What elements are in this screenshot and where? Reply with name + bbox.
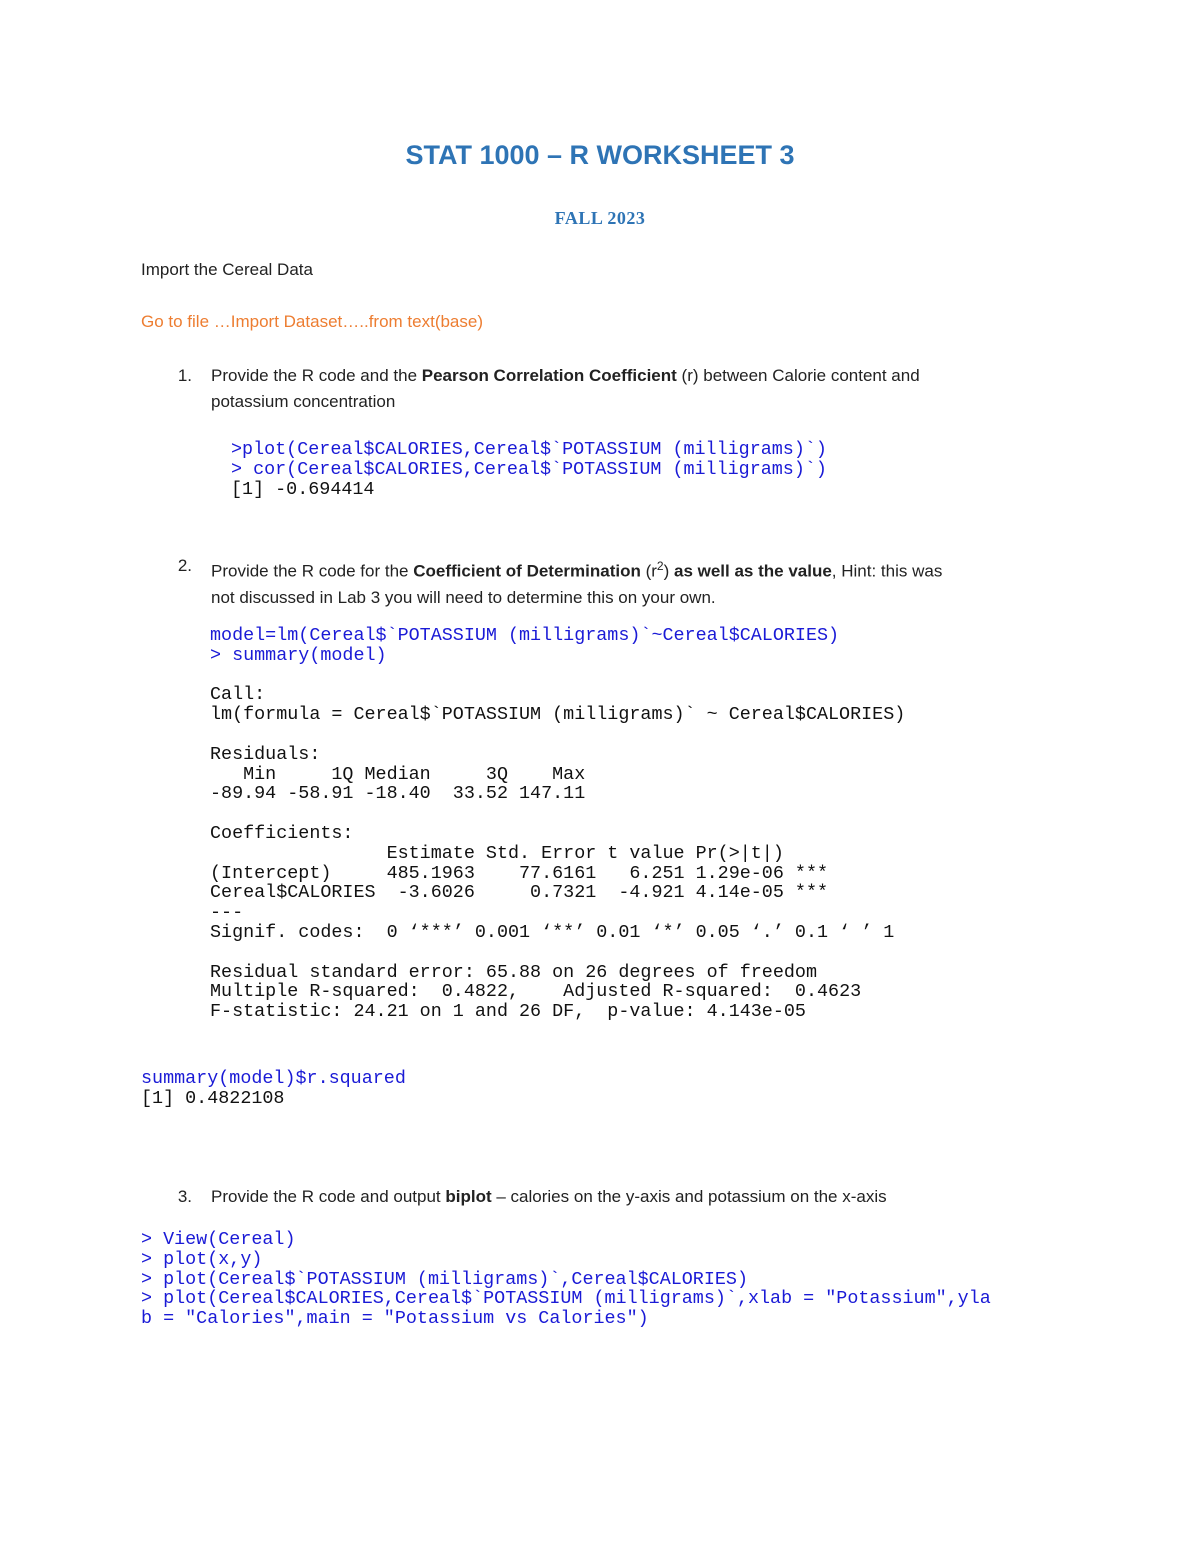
intro-text: Import the Cereal Data <box>141 260 313 279</box>
question-keyword: as well as the value <box>673 561 832 581</box>
question-text: – calories on the y-axis and potassium on the x-axis <box>491 1187 887 1206</box>
page-subtitle: FALL 2023 <box>554 208 646 228</box>
question-keyword: Coefficient of Determination <box>413 561 641 581</box>
q3-code-block <box>141 1230 991 1329</box>
r-output-line: [1] -0.694414 <box>231 478 375 500</box>
r-output-line: Estimate Std. Error t value Pr(>|t|) <box>210 842 829 864</box>
r-output-line: Cereal$CALORIES -3.6026 0.7321 -4.921 4.14e-05 *** <box>210 882 829 904</box>
question-text: not discussed in Lab 3 you will need to determine this on your own. <box>211 587 716 607</box>
question-2 <box>0 553 1200 613</box>
r-output-line: lm(formula = Cereal$`POTASSIUM (milligrams)` ~ Cereal$CALORIES) <box>210 704 906 726</box>
r-code-line: > plot(Cereal$CALORIES,Cereal$`POTASSIUM (milligrams)`,xlab = "Potassium",yla <box>141 1288 991 1310</box>
r-output-line: Residual standard error: 65.88 on 26 degrees of freedom <box>210 961 817 983</box>
r-code-line: > cor(Cereal$CALORIES,Cereal$`POTASSIUM (milligrams)`) <box>231 458 827 480</box>
question-3 <box>0 1184 1200 1214</box>
question-text: (r <box>640 561 657 581</box>
r-code-line: > plot(Cereal$`POTASSIUM (milligrams)`,Cereal$CALORIES) <box>141 1268 748 1290</box>
question-text: (r) between Calorie content and <box>676 366 920 385</box>
r-output-line: [1] 0.4822108 <box>141 1087 285 1109</box>
r-output-line: F-statistic: 24.21 on 1 and 26 DF, p-value: 4.143e-05 <box>210 1001 806 1023</box>
r-code-line: summary(model)$r.squared <box>141 1068 406 1089</box>
r-output-line: (Intercept) 485.1963 77.6161 6.251 1.29e-06 *** <box>210 862 829 884</box>
r-code-line: b = "Calories",main = "Potassium vs Calories") <box>141 1308 649 1330</box>
q2-code-block <box>210 626 905 1022</box>
import-instruction: Go to file …Import Dataset…..from text(base) <box>141 312 484 331</box>
question-number: 2. <box>177 556 192 575</box>
r-output-line <box>210 666 905 686</box>
r-output-line: Residuals: <box>210 743 321 765</box>
r-output-line: Min 1Q Median 3Q Max <box>210 763 597 785</box>
r-output-line: Signif. codes: 0 ‘***’ 0.001 ‘**’ 0.01 ‘*’ 0.05 ‘.’ 0.1 ‘ ’ 1 <box>210 921 895 943</box>
r-output-line: Call: <box>210 684 266 706</box>
question-text: , Hint: this was <box>831 561 943 581</box>
r-code-line: > summary(model) <box>210 644 387 666</box>
q2-rsquared-block <box>141 1069 406 1109</box>
r-code-line: > View(Cereal) <box>141 1229 296 1250</box>
superscript: 2 <box>656 559 664 573</box>
question-keyword: biplot <box>445 1187 492 1206</box>
r-code-line: model=lm(Cereal$`POTASSIUM (milligrams)`~Cereal$CALORIES) <box>210 625 840 646</box>
question-text: Provide the R code for the <box>211 561 414 581</box>
q1-code-block <box>231 440 827 499</box>
question-text: potassium concentration <box>211 392 396 411</box>
question-keyword: Pearson Correlation Coefficient <box>421 366 677 385</box>
r-output-line: -89.94 -58.91 -18.40 33.52 147.11 <box>210 783 597 805</box>
r-output-line: --- <box>210 902 244 924</box>
question-text: Provide the R code and output <box>211 1187 446 1206</box>
page-title: STAT 1000 – R WORKSHEET 3 <box>405 140 795 170</box>
question-number: 3. <box>177 1187 192 1206</box>
r-output-line <box>210 804 905 824</box>
question-text: ) <box>663 561 674 581</box>
r-output-line <box>210 943 905 963</box>
r-code-line: > plot(x,y) <box>141 1248 263 1270</box>
r-output-block <box>210 666 905 1022</box>
question-number: 1. <box>177 366 192 385</box>
r-code-line: >plot(Cereal$CALORIES,Cereal$`POTASSIUM (milligrams)`) <box>231 439 827 460</box>
question-1 <box>0 363 1200 423</box>
r-output-line: Coefficients: <box>210 822 354 844</box>
question-text: Provide the R code and the <box>211 366 422 385</box>
r-output-line: Multiple R-squared: 0.4822, Adjusted R-squared: 0.4623 <box>210 981 873 1003</box>
r-output-line <box>210 725 905 745</box>
